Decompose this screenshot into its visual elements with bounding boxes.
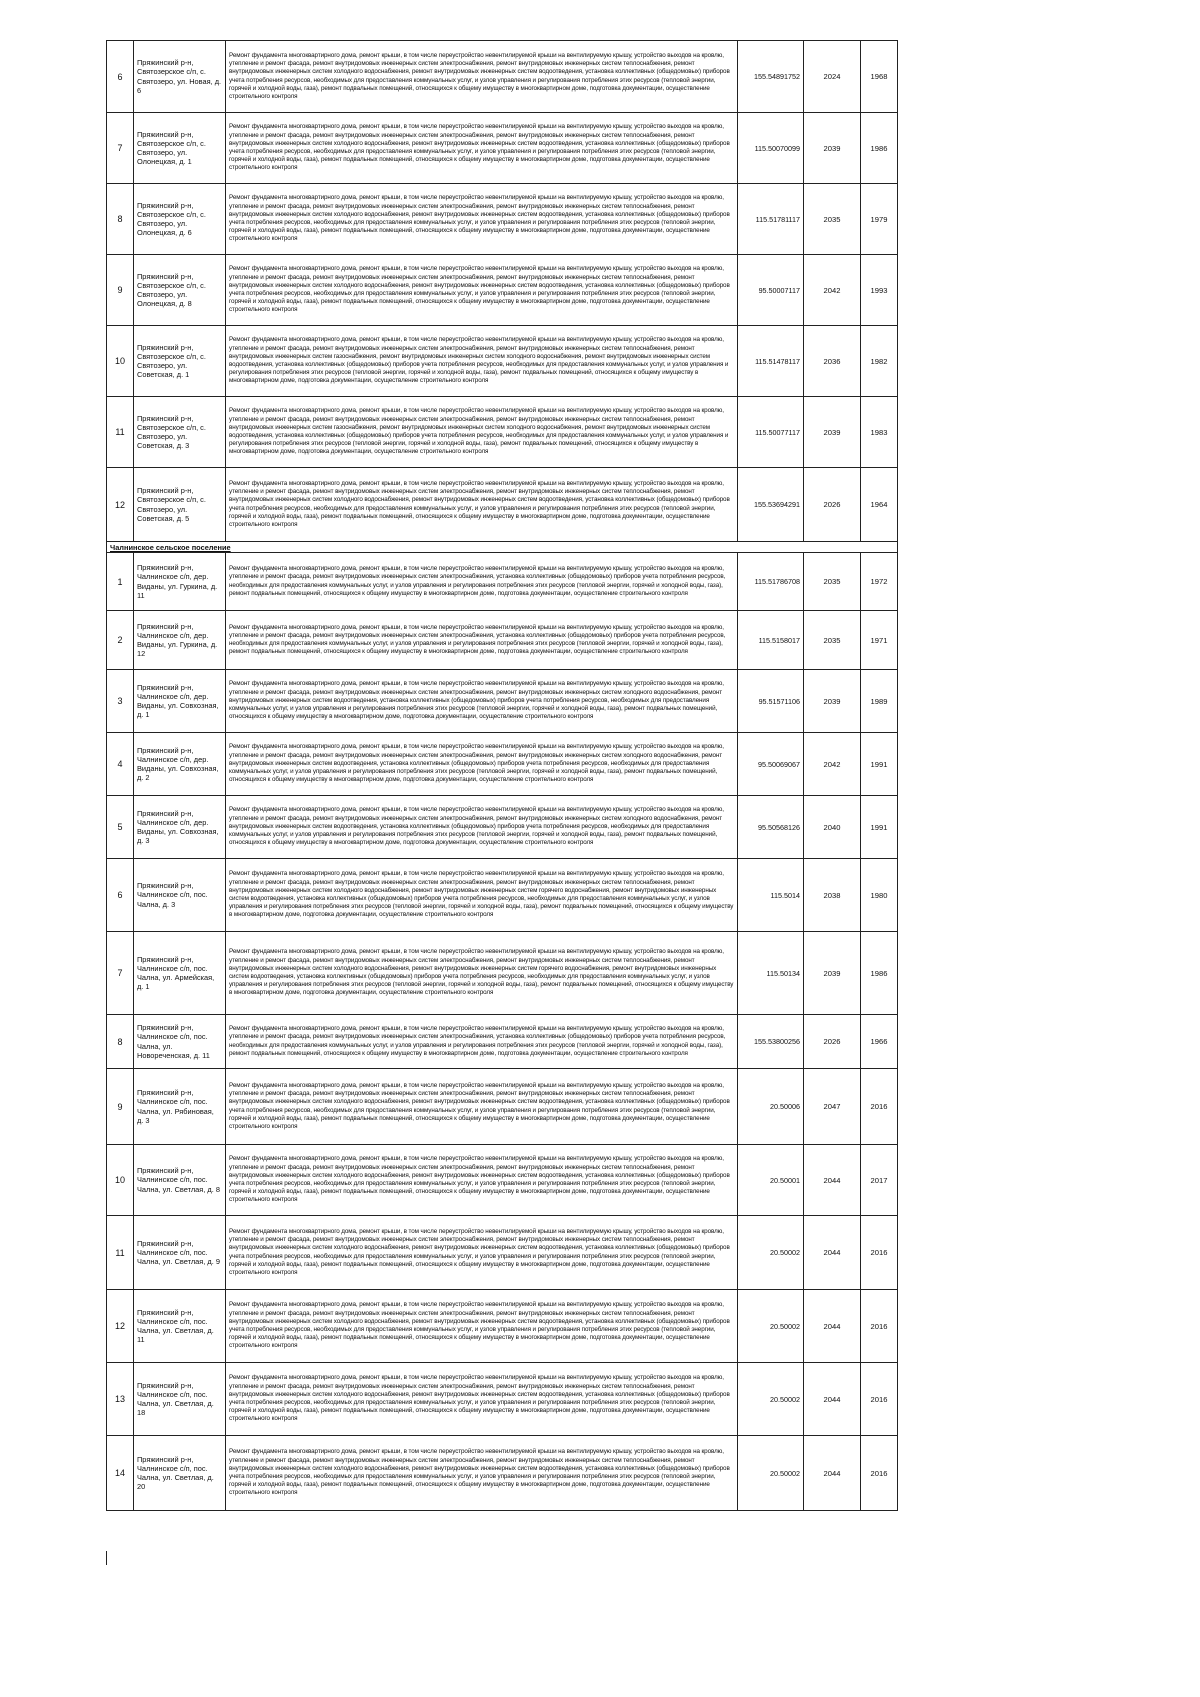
address-cell: Пряжинский р-н, Святозерское с/п, с. Святозеро, ул. Новая, д. 6 <box>134 41 226 113</box>
built-year-cell: 1972 <box>861 553 898 611</box>
section-cell <box>107 542 898 553</box>
row-number: 10 <box>107 326 134 397</box>
planned-year-cell: 2036 <box>804 326 861 397</box>
row-number: 8 <box>107 184 134 255</box>
planned-year-cell: 2040 <box>804 796 861 859</box>
built-year-cell: 1968 <box>861 41 898 113</box>
cost-cell: 95.50007117 <box>738 255 804 326</box>
built-year-cell: 1991 <box>861 733 898 796</box>
table-row <box>107 1290 898 1363</box>
works-cell: Ремонт фундамента многоквартирного дома, ремонт крыши, в том числе переустройство невентилируемой крыши на вентилируемую крышу, устройство выходов на кровлю, утепление и ремонт фасада, ремонт внутридомовых инженерных систем электроснабжения, ремонт внутридомовых инженерных систем теплоснабжения, ремонт внутридомовых инженерных систем холодного водоснабжения, ремонт внутридомовых инженерных систем горячего водоснабжения, ремонт внутридомовых инженерных систем водоотведения, установка коллективных (общедомовых) приборов учета потребления ресурсов, необходимых для предоставления коммунальных услуг, и узлов управления и регулирования потребления этих ресурсов (тепловой энергии, горячей и холодной воды, газа), ремонт подвальных помещений, относящихся к общему имуществу в многоквартирном доме, подготовка документации, осуществление строительного контроля <box>226 859 738 932</box>
blank-line-below-table <box>106 1551 129 1565</box>
table-row <box>107 1145 898 1216</box>
address-cell: Пряжинский р-н, Чалнинское с/п, пос. Чална, ул. Светлая, д. 8 <box>134 1145 226 1216</box>
works-cell: Ремонт фундамента многоквартирного дома, ремонт крыши, в том числе переустройство невентилируемой крыши на вентилируемую крышу, устройство выходов на кровлю, утепление и ремонт фасада, ремонт внутридомовых инженерных систем электроснабжения, ремонт внутридомовых инженерных систем холодного водоснабжения, ремонт внутридомовых инженерных систем водоотведения, установка коллективных (общедомовых) приборов учета потребления ресурсов, необходимых для предоставления коммунальных услуг, и узлов управления и регулирования потребления этих ресурсов (тепловой энергии, горячей и холодной воды, газа), ремонт подвальных помещений, относящихся к общему имуществу в многоквартирном доме, подготовка документации, осуществление строительного контроля <box>226 670 738 733</box>
cost-cell: 155.53694291 <box>738 468 804 542</box>
cost-cell: 20.50002 <box>738 1436 804 1511</box>
works-cell: Ремонт фундамента многоквартирного дома, ремонт крыши, в том числе переустройство невентилируемой крыши на вентилируемую крышу, устройство выходов на кровлю, утепление и ремонт фасада, ремонт внутридомовых инженерных систем электроснабжения, ремонт внутридомовых инженерных систем теплоснабжения, ремонт внутридомовых инженерных систем холодного водоснабжения, ремонт внутридомовых инженерных систем горячего водоснабжения, ремонт внутридомовых инженерных систем водоотведения, установка коллективных (общедомовых) приборов учета потребления ресурсов, необходимых для предоставления коммунальных услуг, и узлов управления и регулирования потребления этих ресурсов (тепловой энергии, горячей и холодной воды, газа), ремонт подвальных помещений, относящихся к общему имуществу в многоквартирном доме, подготовка документации, осуществление строительного контроля <box>226 932 738 1015</box>
works-cell: Ремонт фундамента многоквартирного дома, ремонт крыши, в том числе переустройство невентилируемой крыши на вентилируемую крышу, устройство выходов на кровлю, утепление и ремонт фасада, ремонт внутридомовых инженерных систем электроснабжения, установка коллективных (общедомовых) приборов учета потребления ресурсов, необходимых для предоставления коммунальных услуг, и узлов управления и регулирования потребления этих ресурсов (тепловой энергии, горячей и холодной воды, газа), ремонт подвальных помещений, относящихся к общему имуществу в многоквартирном доме, подготовка документации, осуществление строительного контроля <box>226 553 738 611</box>
cost-cell: 115.5014 <box>738 859 804 932</box>
planned-year-cell: 2035 <box>804 184 861 255</box>
works-table <box>106 40 898 1511</box>
cost-cell: 95.50069067 <box>738 733 804 796</box>
row-number: 6 <box>107 41 134 113</box>
works-cell: Ремонт фундамента многоквартирного дома, ремонт крыши, в том числе переустройство невентилируемой крыши на вентилируемую крышу, устройство выходов на кровлю, утепление и ремонт фасада, ремонт внутридомовых инженерных систем электроснабжения, ремонт внутридомовых инженерных систем холодного водоснабжения, ремонт внутридомовых инженерных систем водоотведения, установка коллективных (общедомовых) приборов учета потребления ресурсов, необходимых для предоставления коммунальных услуг, и узлов управления и регулирования потребления этих ресурсов (тепловой энергии, горячей и холодной воды, газа), ремонт подвальных помещений, относящихся к общему имуществу в многоквартирном доме, подготовка документации, осуществление строительного контроля <box>226 796 738 859</box>
table-row <box>107 670 898 733</box>
address-cell: Пряжинский р-н, Чалнинское с/п, дер. Виданы, ул. Совхозная, д. 2 <box>134 733 226 796</box>
works-cell: Ремонт фундамента многоквартирного дома, ремонт крыши, в том числе переустройство невентилируемой крыши на вентилируемую крышу, устройство выходов на кровлю, утепление и ремонт фасада, ремонт внутридомовых инженерных систем электроснабжения, ремонт внутридомовых инженерных систем теплоснабжения, ремонт внутридомовых инженерных систем газоснабжения, ремонт внутридомовых инженерных систем холодного водоснабжения, ремонт внутридомовых инженерных систем водоотведения, установка коллективных (общедомовых) приборов учета потребления ресурсов, необходимых для предоставления коммунальных услуг, и узлов управления и регулирования потребления этих ресурсов (тепловой энергии, горячей и холодной воды, газа), ремонт подвальных помещений, относящихся к общему имуществу в многоквартирном доме, подготовка документации, осуществление строительного контроля <box>226 326 738 397</box>
address-cell: Пряжинский р-н, Чалнинское с/п, пос. Чална, ул. Новореченская, д. 11 <box>134 1015 226 1069</box>
address-cell: Пряжинский р-н, Святозерское с/п, с. Святозеро, ул. Советская, д. 3 <box>134 397 226 468</box>
planned-year-cell: 2039 <box>804 670 861 733</box>
address-cell: Пряжинский р-н, Святозерское с/п, с. Святозеро, ул. Олонецкая, д. 6 <box>134 184 226 255</box>
row-number: 9 <box>107 1069 134 1145</box>
cost-cell: 20.50002 <box>738 1363 804 1436</box>
section-title: Чалнинское сельское поселение <box>110 542 231 552</box>
built-year-cell: 1986 <box>861 932 898 1015</box>
table-row <box>107 553 898 611</box>
table-body-svyatozero <box>107 41 898 542</box>
built-year-cell: 1964 <box>861 468 898 542</box>
works-cell: Ремонт фундамента многоквартирного дома, ремонт крыши, в том числе переустройство невентилируемой крыши на вентилируемую крышу, устройство выходов на кровлю, утепление и ремонт фасада, ремонт внутридомовых инженерных систем электроснабжения, ремонт внутридомовых инженерных систем теплоснабжения, ремонт внутридомовых инженерных систем холодного водоснабжения, ремонт внутридомовых инженерных систем водоотведения, установка коллективных (общедомовых) приборов учета потребления ресурсов, необходимых для предоставления коммунальных услуг, и узлов управления и регулирования потребления этих ресурсов (тепловой энергии, горячей и холодной воды, газа), ремонт подвальных помещений, относящихся к общему имуществу в многоквартирном доме, подготовка документации, осуществление строительного контроля <box>226 1290 738 1363</box>
address-cell: Пряжинский р-н, Чалнинское с/п, пос. Чална, ул. Светлая, д. 11 <box>134 1290 226 1363</box>
built-year-cell: 1971 <box>861 611 898 670</box>
built-year-cell: 1979 <box>861 184 898 255</box>
section-header <box>107 542 898 553</box>
table-row <box>107 796 898 859</box>
cost-cell: 115.50134 <box>738 932 804 1015</box>
address-cell: Пряжинский р-н, Чалнинское с/п, дер. Виданы, ул. Гуркина, д. 12 <box>134 611 226 670</box>
row-number: 11 <box>107 397 134 468</box>
built-year-cell: 2017 <box>861 1145 898 1216</box>
address-cell: Пряжинский р-н, Чалнинское с/п, дер. Виданы, ул. Совхозная, д. 3 <box>134 796 226 859</box>
planned-year-cell: 2026 <box>804 468 861 542</box>
planned-year-cell: 2026 <box>804 1015 861 1069</box>
table-row <box>107 859 898 932</box>
address-cell: Пряжинский р-н, Святозерское с/п, с. Святозеро, ул. Советская, д. 1 <box>134 326 226 397</box>
built-year-cell: 1993 <box>861 255 898 326</box>
built-year-cell: 2016 <box>861 1436 898 1511</box>
planned-year-cell: 2042 <box>804 733 861 796</box>
table-row <box>107 184 898 255</box>
address-cell: Пряжинский р-н, Святозерское с/п, с. Святозеро, ул. Олонецкая, д. 8 <box>134 255 226 326</box>
address-cell: Пряжинский р-н, Чалнинское с/п, пос. Чална, ул. Светлая, д. 20 <box>134 1436 226 1511</box>
cost-cell: 115.50077117 <box>738 397 804 468</box>
planned-year-cell: 2042 <box>804 255 861 326</box>
table-row <box>107 611 898 670</box>
built-year-cell: 2016 <box>861 1069 898 1145</box>
cost-cell: 115.51478117 <box>738 326 804 397</box>
works-cell: Ремонт фундамента многоквартирного дома, ремонт крыши, в том числе переустройство невентилируемой крыши на вентилируемую крышу, устройство выходов на кровлю, утепление и ремонт фасада, ремонт внутридомовых инженерных систем электроснабжения, ремонт внутридомовых инженерных систем теплоснабжения, ремонт внутридомовых инженерных систем холодного водоснабжения, ремонт внутридомовых инженерных систем водоотведения, установка коллективных (общедомовых) приборов учета потребления ресурсов, необходимых для предоставления коммунальных услуг, и узлов управления и регулирования потребления этих ресурсов (тепловой энергии, горячей и холодной воды, газа), ремонт подвальных помещений, относящихся к общему имуществу в многоквартирном доме, подготовка документации, осуществление строительного контроля <box>226 1145 738 1216</box>
works-cell: Ремонт фундамента многоквартирного дома, ремонт крыши, в том числе переустройство невентилируемой крыши на вентилируемую крышу, устройство выходов на кровлю, утепление и ремонт фасада, ремонт внутридомовых инженерных систем электроснабжения, ремонт внутридомовых инженерных систем теплоснабжения, ремонт внутридомовых инженерных систем газоснабжения, ремонт внутридомовых инженерных систем холодного водоснабжения, ремонт внутридомовых инженерных систем водоотведения, установка коллективных (общедомовых) приборов учета потребления ресурсов, необходимых для предоставления коммунальных услуг, и узлов управления и регулирования потребления этих ресурсов (тепловой энергии, горячей и холодной воды, газа), ремонт подвальных помещений, относящихся к общему имуществу в многоквартирном доме, подготовка документации, осуществление строительного контроля <box>226 397 738 468</box>
address-cell: Пряжинский р-н, Чалнинское с/п, пос. Чална, ул. Светлая, д. 9 <box>134 1216 226 1290</box>
table-row <box>107 326 898 397</box>
built-year-cell: 1991 <box>861 796 898 859</box>
address-cell: Пряжинский р-н, Чалнинское с/п, пос. Чална, ул. Светлая, д. 18 <box>134 1363 226 1436</box>
table-row <box>107 733 898 796</box>
row-number: 12 <box>107 468 134 542</box>
planned-year-cell: 2039 <box>804 397 861 468</box>
built-year-cell: 1983 <box>861 397 898 468</box>
table-row <box>107 932 898 1015</box>
section-row <box>107 542 898 553</box>
table-row <box>107 1363 898 1436</box>
works-cell: Ремонт фундамента многоквартирного дома, ремонт крыши, в том числе переустройство невентилируемой крыши на вентилируемую крышу, устройство выходов на кровлю, утепление и ремонт фасада, ремонт внутридомовых инженерных систем электроснабжения, ремонт внутридомовых инженерных систем теплоснабжения, ремонт внутридомовых инженерных систем холодного водоснабжения, ремонт внутридомовых инженерных систем водоотведения, установка коллективных (общедомовых) приборов учета потребления ресурсов, необходимых для предоставления коммунальных услуг, и узлов управления и регулирования потребления этих ресурсов (тепловой энергии, горячей и холодной воды, газа), ремонт подвальных помещений, относящихся к общему имуществу в многоквартирном доме, подготовка документации, осуществление строительного контроля <box>226 184 738 255</box>
built-year-cell: 1982 <box>861 326 898 397</box>
planned-year-cell: 2035 <box>804 553 861 611</box>
address-cell: Пряжинский р-н, Святозерское с/п, с. Святозеро, ул. Советская, д. 5 <box>134 468 226 542</box>
row-number: 9 <box>107 255 134 326</box>
planned-year-cell: 2038 <box>804 859 861 932</box>
table-row <box>107 1015 898 1069</box>
built-year-cell: 2016 <box>861 1363 898 1436</box>
works-cell: Ремонт фундамента многоквартирного дома, ремонт крыши, в том числе переустройство невентилируемой крыши на вентилируемую крышу, устройство выходов на кровлю, утепление и ремонт фасада, ремонт внутридомовых инженерных систем электроснабжения, ремонт внутридомовых инженерных систем теплоснабжения, ремонт внутридомовых инженерных систем холодного водоснабжения, ремонт внутридомовых инженерных систем водоотведения, установка коллективных (общедомовых) приборов учета потребления ресурсов, необходимых для предоставления коммунальных услуг, и узлов управления и регулирования потребления этих ресурсов (тепловой энергии, горячей и холодной воды, газа), ремонт подвальных помещений, относящихся к общему имуществу в многоквартирном доме, подготовка документации, осуществление строительного контроля <box>226 1436 738 1511</box>
works-cell: Ремонт фундамента многоквартирного дома, ремонт крыши, в том числе переустройство невентилируемой крыши на вентилируемую крышу, устройство выходов на кровлю, утепление и ремонт фасада, ремонт внутридомовых инженерных систем электроснабжения, ремонт внутридомовых инженерных систем теплоснабжения, ремонт внутридомовых инженерных систем холодного водоснабжения, ремонт внутридомовых инженерных систем водоотведения, установка коллективных (общедомовых) приборов учета потребления ресурсов, необходимых для предоставления коммунальных услуг, и узлов управления и регулирования потребления этих ресурсов (тепловой энергии, горячей и холодной воды, газа), ремонт подвальных помещений, относящихся к общему имуществу в многоквартирном доме, подготовка документации, осуществление строительного контроля <box>226 41 738 113</box>
cost-cell: 20.50006 <box>738 1069 804 1145</box>
cost-cell: 95.50568126 <box>738 796 804 859</box>
planned-year-cell: 2039 <box>804 932 861 1015</box>
built-year-cell: 1989 <box>861 670 898 733</box>
works-cell: Ремонт фундамента многоквартирного дома, ремонт крыши, в том числе переустройство невентилируемой крыши на вентилируемую крышу, устройство выходов на кровлю, утепление и ремонт фасада, ремонт внутридомовых инженерных систем электроснабжения, ремонт внутридомовых инженерных систем теплоснабжения, ремонт внутридомовых инженерных систем холодного водоснабжения, ремонт внутридомовых инженерных систем водоотведения, установка коллективных (общедомовых) приборов учета потребления ресурсов, необходимых для предоставления коммунальных услуг, и узлов управления и регулирования потребления этих ресурсов (тепловой энергии, горячей и холодной воды, газа), ремонт подвальных помещений, относящихся к общему имуществу в многоквартирном доме, подготовка документации, осуществление строительного контроля <box>226 255 738 326</box>
built-year-cell: 1986 <box>861 113 898 184</box>
built-year-cell: 2016 <box>861 1290 898 1363</box>
table-row <box>107 1069 898 1145</box>
table-row <box>107 468 898 542</box>
works-cell: Ремонт фундамента многоквартирного дома, ремонт крыши, в том числе переустройство невентилируемой крыши на вентилируемую крышу, устройство выходов на кровлю, утепление и ремонт фасада, ремонт внутридомовых инженерных систем электроснабжения, ремонт внутридомовых инженерных систем теплоснабжения, ремонт внутридомовых инженерных систем холодного водоснабжения, ремонт внутридомовых инженерных систем водоотведения, установка коллективных (общедомовых) приборов учета потребления ресурсов, необходимых для предоставления коммунальных услуг, и узлов управления и регулирования потребления этих ресурсов (тепловой энергии, горячей и холодной воды, газа), ремонт подвальных помещений, относящихся к общему имуществу в многоквартирном доме, подготовка документации, осуществление строительного контроля <box>226 113 738 184</box>
planned-year-cell: 2047 <box>804 1069 861 1145</box>
planned-year-cell: 2044 <box>804 1290 861 1363</box>
works-cell: Ремонт фундамента многоквартирного дома, ремонт крыши, в том числе переустройство невентилируемой крыши на вентилируемую крышу, устройство выходов на кровлю, утепление и ремонт фасада, ремонт внутридомовых инженерных систем электроснабжения, ремонт внутридомовых инженерных систем теплоснабжения, ремонт внутридомовых инженерных систем холодного водоснабжения, ремонт внутридомовых инженерных систем водоотведения, установка коллективных (общедомовых) приборов учета потребления ресурсов, необходимых для предоставления коммунальных услуг, и узлов управления и регулирования потребления этих ресурсов (тепловой энергии, горячей и холодной воды, газа), ремонт подвальных помещений, относящихся к общему имуществу в многоквартирном доме, подготовка документации, осуществление строительного контроля <box>226 468 738 542</box>
row-number: 5 <box>107 796 134 859</box>
row-number: 6 <box>107 859 134 932</box>
planned-year-cell: 2044 <box>804 1363 861 1436</box>
row-number: 7 <box>107 113 134 184</box>
row-number: 3 <box>107 670 134 733</box>
row-number: 7 <box>107 932 134 1015</box>
row-number: 2 <box>107 611 134 670</box>
cost-cell: 115.51781117 <box>738 184 804 255</box>
built-year-cell: 1980 <box>861 859 898 932</box>
built-year-cell: 1966 <box>861 1015 898 1069</box>
planned-year-cell: 2039 <box>804 113 861 184</box>
table-body-chalna <box>107 553 898 1511</box>
cost-cell: 155.54891752 <box>738 41 804 113</box>
works-cell: Ремонт фундамента многоквартирного дома, ремонт крыши, в том числе переустройство невентилируемой крыши на вентилируемую крышу, устройство выходов на кровлю, утепление и ремонт фасада, ремонт внутридомовых инженерных систем электроснабжения, ремонт внутридомовых инженерных систем теплоснабжения, ремонт внутридомовых инженерных систем холодного водоснабжения, ремонт внутридомовых инженерных систем водоотведения, установка коллективных (общедомовых) приборов учета потребления ресурсов, необходимых для предоставления коммунальных услуг, и узлов управления и регулирования потребления этих ресурсов (тепловой энергии, горячей и холодной воды, газа), ремонт подвальных помещений, относящихся к общему имуществу в многоквартирном доме, подготовка документации, осуществление строительного контроля <box>226 1069 738 1145</box>
table-row <box>107 1436 898 1511</box>
works-cell: Ремонт фундамента многоквартирного дома, ремонт крыши, в том числе переустройство невентилируемой крыши на вентилируемую крышу, устройство выходов на кровлю, утепление и ремонт фасада, ремонт внутридомовых инженерных систем электроснабжения, установка коллективных (общедомовых) приборов учета потребления ресурсов, необходимых для предоставления коммунальных услуг, и узлов управления и регулирования потребления этих ресурсов (тепловой энергии, горячей и холодной воды, газа), ремонт подвальных помещений, относящихся к общему имуществу в многоквартирном доме, подготовка документации, осуществление строительного контроля <box>226 611 738 670</box>
address-cell: Пряжинский р-н, Чалнинское с/п, пос. Чална, ул. Армейская, д. 1 <box>134 932 226 1015</box>
built-year-cell: 2016 <box>861 1216 898 1290</box>
table-row <box>107 255 898 326</box>
planned-year-cell: 2035 <box>804 611 861 670</box>
cost-cell: 20.50002 <box>738 1290 804 1363</box>
table-row <box>107 113 898 184</box>
row-number: 4 <box>107 733 134 796</box>
works-cell: Ремонт фундамента многоквартирного дома, ремонт крыши, в том числе переустройство невентилируемой крыши на вентилируемую крышу, устройство выходов на кровлю, утепление и ремонт фасада, ремонт внутридомовых инженерных систем электроснабжения, ремонт внутридомовых инженерных систем теплоснабжения, ремонт внутридомовых инженерных систем холодного водоснабжения, ремонт внутридомовых инженерных систем водоотведения, установка коллективных (общедомовых) приборов учета потребления ресурсов, необходимых для предоставления коммунальных услуг, и узлов управления и регулирования потребления этих ресурсов (тепловой энергии, горячей и холодной воды, газа), ремонт подвальных помещений, относящихся к общему имуществу в многоквартирном доме, подготовка документации, осуществление строительного контроля <box>226 1363 738 1436</box>
cost-cell: 115.50070099 <box>738 113 804 184</box>
row-number: 14 <box>107 1436 134 1511</box>
cost-cell: 20.50001 <box>738 1145 804 1216</box>
cost-cell: 155.53800256 <box>738 1015 804 1069</box>
address-cell: Пряжинский р-н, Чалнинское с/п, дер. Виданы, ул. Гуркина, д. 11 <box>134 553 226 611</box>
row-number: 10 <box>107 1145 134 1216</box>
address-cell: Пряжинский р-н, Чалнинское с/п, пос. Чална, д. 3 <box>134 859 226 932</box>
cost-cell: 95.51571106 <box>738 670 804 733</box>
works-cell: Ремонт фундамента многоквартирного дома, ремонт крыши, в том числе переустройство невентилируемой крыши на вентилируемую крышу, устройство выходов на кровлю, утепление и ремонт фасада, ремонт внутридомовых инженерных систем электроснабжения, ремонт внутридомовых инженерных систем теплоснабжения, ремонт внутридомовых инженерных систем холодного водоснабжения, ремонт внутридомовых инженерных систем водоотведения, установка коллективных (общедомовых) приборов учета потребления ресурсов, необходимых для предоставления коммунальных услуг, и узлов управления и регулирования потребления этих ресурсов (тепловой энергии, горячей и холодной воды, газа), ремонт подвальных помещений, относящихся к общему имуществу в многоквартирном доме, подготовка документации, осуществление строительного контроля <box>226 1216 738 1290</box>
row-number: 13 <box>107 1363 134 1436</box>
row-number: 12 <box>107 1290 134 1363</box>
works-cell: Ремонт фундамента многоквартирного дома, ремонт крыши, в том числе переустройство невентилируемой крыши на вентилируемую крышу, устройство выходов на кровлю, утепление и ремонт фасада, ремонт внутридомовых инженерных систем электроснабжения, установка коллективных (общедомовых) приборов учета потребления ресурсов, необходимых для предоставления коммунальных услуг, и узлов управления и регулирования потребления этих ресурсов (тепловой энергии, горячей и холодной воды, газа), ремонт подвальных помещений, относящихся к общему имуществу в многоквартирном доме, подготовка документации, осуществление строительного контроля <box>226 1015 738 1069</box>
address-cell: Пряжинский р-н, Чалнинское с/п, дер. Виданы, ул. Совхозная, д. 1 <box>134 670 226 733</box>
cost-cell: 115.51786708 <box>738 553 804 611</box>
table-row <box>107 41 898 113</box>
cost-cell: 115.5158017 <box>738 611 804 670</box>
cost-cell: 20.50002 <box>738 1216 804 1290</box>
planned-year-cell: 2024 <box>804 41 861 113</box>
address-cell: Пряжинский р-н, Чалнинское с/п, пос. Чална, ул. Рябиновая, д. 3 <box>134 1069 226 1145</box>
table-row <box>107 1216 898 1290</box>
row-number: 1 <box>107 553 134 611</box>
planned-year-cell: 2044 <box>804 1216 861 1290</box>
row-number: 8 <box>107 1015 134 1069</box>
row-number: 11 <box>107 1216 134 1290</box>
address-cell: Пряжинский р-н, Святозерское с/п, с. Святозеро, ул. Олонецкая, д. 1 <box>134 113 226 184</box>
planned-year-cell: 2044 <box>804 1145 861 1216</box>
works-cell: Ремонт фундамента многоквартирного дома, ремонт крыши, в том числе переустройство невентилируемой крыши на вентилируемую крышу, устройство выходов на кровлю, утепление и ремонт фасада, ремонт внутридомовых инженерных систем электроснабжения, ремонт внутридомовых инженерных систем холодного водоснабжения, ремонт внутридомовых инженерных систем водоотведения, установка коллективных (общедомовых) приборов учета потребления ресурсов, необходимых для предоставления коммунальных услуг, и узлов управления и регулирования потребления этих ресурсов (тепловой энергии, горячей и холодной воды, газа), ремонт подвальных помещений, относящихся к общему имуществу в многоквартирном доме, подготовка документации, осуществление строительного контроля <box>226 733 738 796</box>
table-row <box>107 397 898 468</box>
planned-year-cell: 2044 <box>804 1436 861 1511</box>
